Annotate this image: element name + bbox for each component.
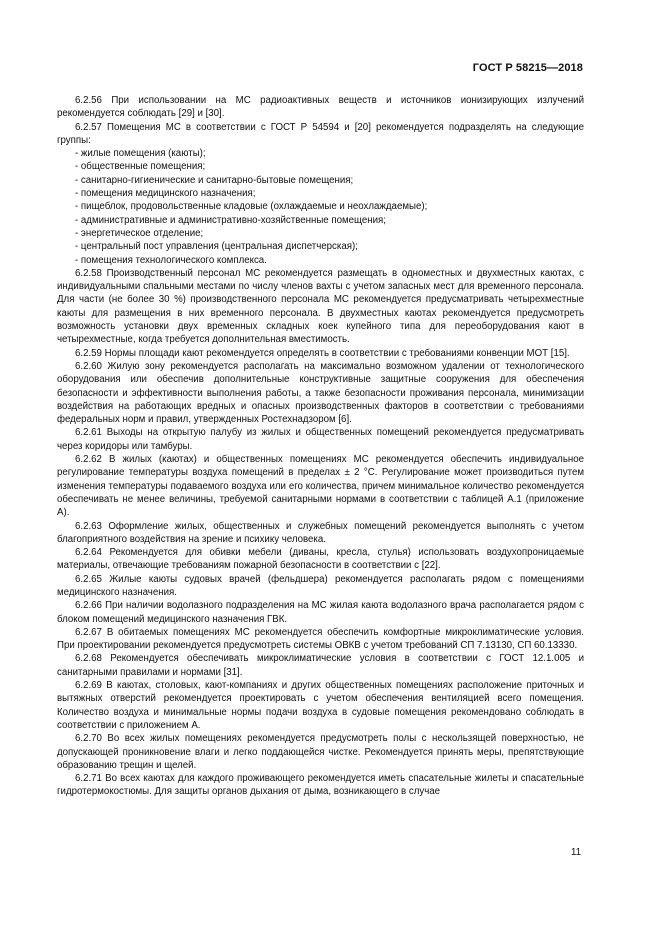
paragraph: 6.2.67 В обитаемых помещениях МС рекомендуется обеспечить комфортные микроклиматические условия. При проектировании рекомендуется предусмотреть системы ОВКВ с учетом требований СП 7.13130, СП 60.13330. [57,626,584,652]
list-item: - центральный пост управления (центральная диспетчерская); [75,241,358,253]
paragraph: 6.2.61 Выходы на открытую палубу из жилых и общественных помещений рекомендуется предусматривать через коридоры или тамбуры. [57,427,584,452]
standard-code-header: ГОСТ Р 58215—2018 [472,62,583,74]
document-body [57,94,584,799]
list-item: - помещения медицинского назначения; [75,188,256,200]
list-item: - санитарно-гигиенические и санитарно-бытовые помещения; [75,174,354,186]
list-item: - общественные помещения; [75,161,206,173]
paragraph: 6.2.56 При использовании на МС радиоактивных веществ и источников ионизирующих излучений рекомендуется соблюдать [29] и [30]. [57,95,584,120]
paragraph: 6.2.59 Нормы площади кают рекомендуется определять в соответствии с требованиями конвенции МОТ [15]. [75,347,570,359]
paragraph: 6.2.69 В каютах, столовых, кают-компаниях и других общественных помещениях расположение приточных и вытяжных отверстий рекомендуется проектировать с учетом обеспечения вентиляцией всего помещения. Количество воздуха и минимальные нормы подачи воздуха в судовые помещения рекомендовано соблюдать в соответствии с приложением А. [57,680,584,731]
list-item: - административные и административно-хозяйственные помещения; [75,214,386,226]
paragraph: 6.2.63 Оформление жилых, общественных и служебных помещений рекомендуется выполнять с учетом благоприятного воздействия на зрение и психику человека. [57,520,584,545]
paragraph: 6.2.71 Во всех каютах для каждого проживающего рекомендуется иметь спасательные жилеты и спасательные гидротермокостюмы. Для защиты органов дыхания от дыма, возникающего в случае [57,773,584,798]
page-number: 11 [570,847,581,858]
list-item: - энергетическое отделение; [75,227,204,239]
list-item: - пищеблок, продовольственные кладовые (охлаждаемые и неохлаждаемые); [75,201,428,213]
list-item: - помещения технологического комплекса. [75,254,267,266]
paragraph: 6.2.64 Рекомендуется для обивки мебели (диваны, кресла, стулья) использовать воздухопроницаемые материалы, отвечающие требованиям пожарной безопасности в соответствии с [22]. [57,547,584,572]
paragraph: 6.2.57 Помещения МС в соответствии с ГОСТ Р 54594 и [20] рекомендуется подразделять на следующие группы: [57,121,584,146]
paragraph: 6.2.62 В жилых (каютах) и общественных помещениях МС рекомендуется обеспечить индивидуальное регулирование температуры воздуха помещений в пределах ± 2 °С. Регулирование может производиться путем изменения температуры подаваемого воздуха или его количества, причем минимальное количество рекомендуется обеспечивать не менее величины, требуемой санитарными нормами в соответствии с таблицей А.1 (приложение А). [57,454,584,519]
list-item: - жилые помещения (каюты); [75,148,206,160]
paragraph: 6.2.66 При наличии водолазного подразделения на МС жилая каюта водолазного врача располагается рядом с блоком помещений медицинского назначения ГВК. [57,600,584,625]
paragraph: 6.2.60 Жилую зону рекомендуется располагать на максимально возможном удалении от технологического оборудования или обеспечив дополнительные конструктивные защитные сооружения для обеспечения безопасности и эффективности выполнения работы, а также безопасности проживания персонала, минимизации воздействия на работающих вредных и опасных производственных факторов в соответствии с требованиями федеральных норм и правил, утвержденных Ростехнадзором [6]. [57,360,584,426]
paragraph: 6.2.58 Производственный персонал МС рекомендуется размещать в одноместных и двухместных каютах, с индивидуальными спальными местами по числу членов вахты с учетом запасных мест для временного персонала. Для части (не более 30 %) производственного персонала МС рекомендуется предусматривать четырехместные каюты для размещения в них временного персонала. В двухместных каютах рекомендуется предусмотреть возможность установки двух временных складных коек купейного типа для переоборудования кают в четырехместные, когда требуется дополнительная вместимость. [57,267,584,346]
paragraph: 6.2.68 Рекомендуется обеспечивать микроклиматические условия в соответствии с ГОСТ 12.1.005 и санитарными правилами и нормами [31]. [57,653,584,678]
paragraph: 6.2.70 Во всех жилых помещениях рекомендуется предусмотреть полы с нескользящей поверхностью, не допускающей проникновение влаги и легко поддающейся чистке. Рекомендуется принять меры, препятствующие образованию трещин и щелей. [57,733,584,771]
paragraph: 6.2.65 Жилые каюты судовых врачей (фельдшера) рекомендуется располагать рядом с помещениями медицинского назначения. [57,573,584,598]
